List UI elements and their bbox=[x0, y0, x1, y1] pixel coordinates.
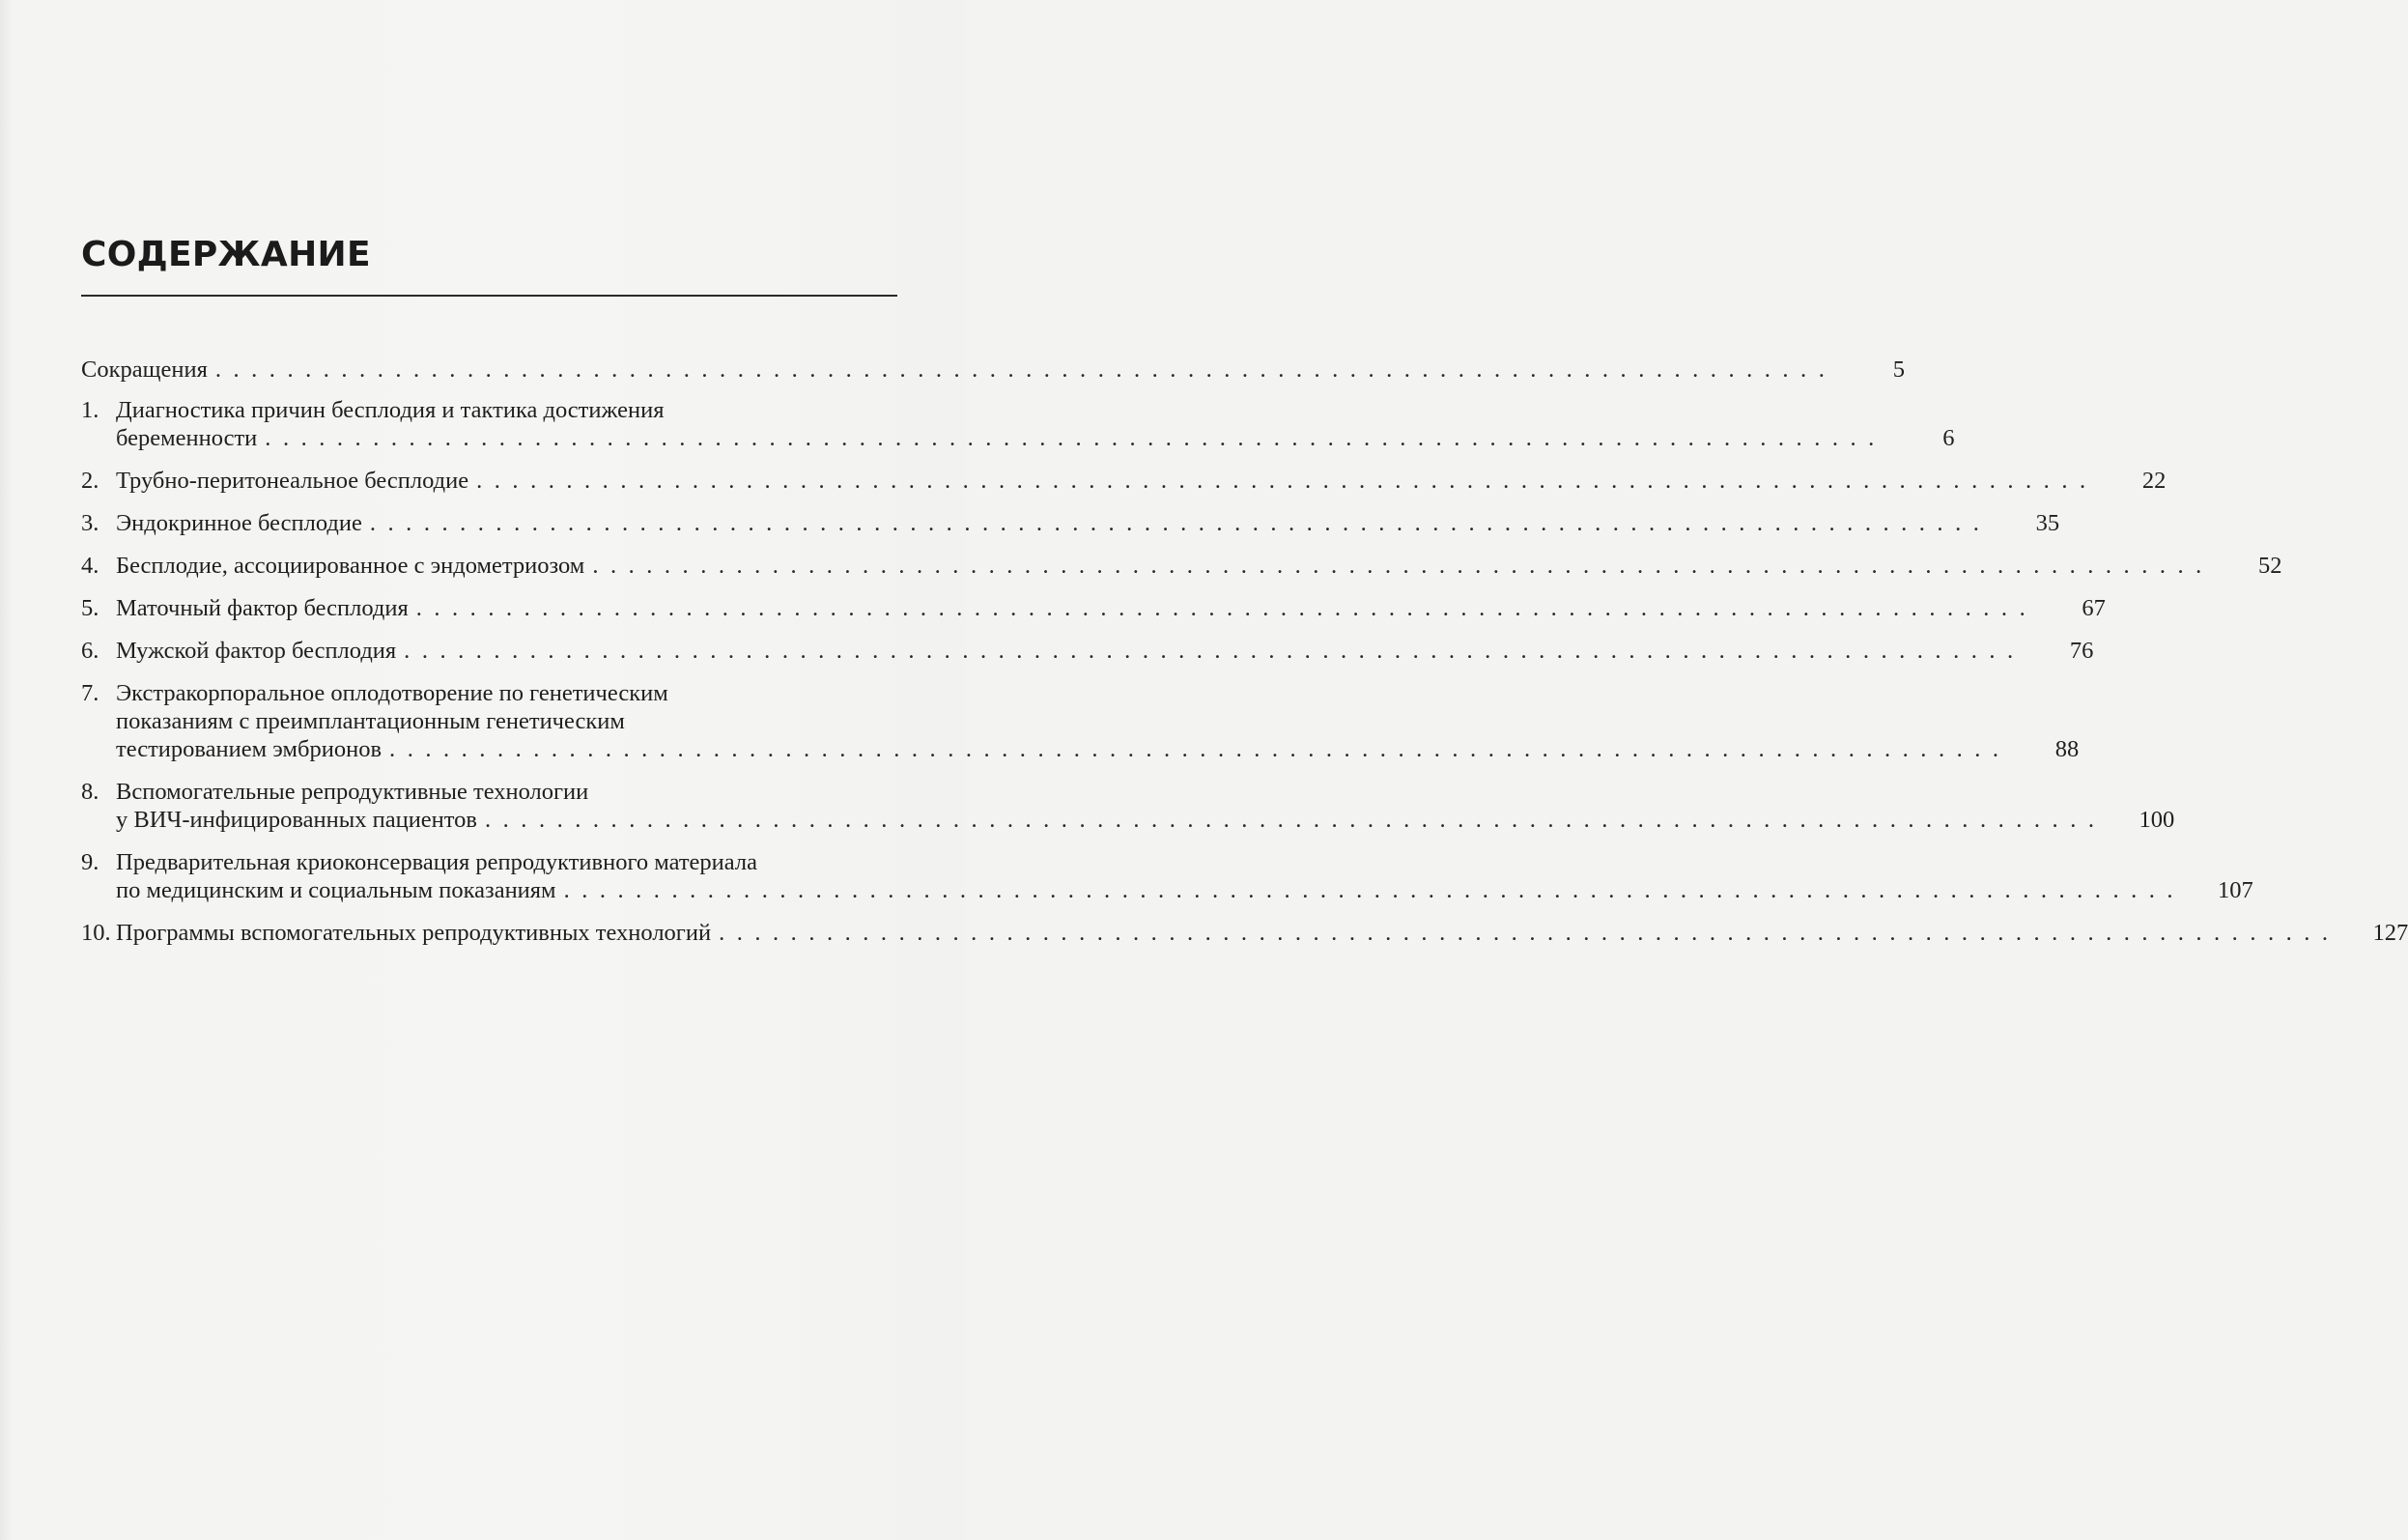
toc-entry-title-line: Бесплодие, ассоциированное с эндометриозом bbox=[116, 553, 585, 579]
toc-entry-title-line: Диагностика причин бесплодия и тактика достижения bbox=[116, 397, 665, 423]
toc-entry-title-line: Вспомогательные репродуктивные технологии bbox=[116, 779, 589, 805]
toc-entry[interactable] bbox=[81, 594, 2106, 622]
dot-leader: . . . . . . . . . . . . . . . . . . . . . . . . . . . . . . . . . . . . . . . . . . . . . . . . . . . . . . . . . . . . . . . . . . . . . . . . . . . . . . . . . . . . . . . . . . bbox=[214, 356, 1828, 383]
toc-entry[interactable] bbox=[81, 356, 1906, 384]
toc-entry-title-line: Мужской фактор бесплодия bbox=[116, 638, 397, 664]
toc-entry[interactable] bbox=[81, 509, 2060, 537]
toc-entry[interactable] bbox=[81, 467, 2167, 495]
toc-entry[interactable] bbox=[81, 848, 2253, 904]
toc-entry-number: 10. bbox=[81, 920, 111, 946]
toc-entry-title-line: Сокращения bbox=[81, 356, 208, 383]
toc-entry-number: 4. bbox=[81, 553, 99, 579]
toc-entry-number: 3. bbox=[81, 510, 99, 536]
dot-leader: . . . . . . . . . . . . . . . . . . . . . . . . . . . . . . . . . . . . . . . . . . . . . . . . . . . . . . . . . . . . . . . . . . . . . . . . . . . . . . . . . . . . . . . . . . bbox=[476, 468, 2089, 494]
toc-entry-title-line: Предварительная криоконсервация репродуктивного материала bbox=[116, 849, 757, 875]
toc-entry-number: 8. bbox=[81, 779, 99, 805]
toc-entry-title-line: беременности bbox=[116, 425, 258, 451]
toc-page-number: 52 bbox=[2258, 553, 2282, 579]
dot-leader: . . . . . . . . . . . . . . . . . . . . . . . . . . . . . . . . . . . . . . . . . . . . . . . . . . . . . . . . . . . . . . . . . . . . . . . . . . . . . . . . . . . . . . . . . . bbox=[389, 736, 2002, 762]
toc-page-number: 127 bbox=[2372, 920, 2408, 946]
toc-entry-title-line: Трубно-перитонеальное бесплодие bbox=[116, 468, 469, 494]
toc-entry-leader-line bbox=[116, 424, 1955, 452]
toc-entry[interactable] bbox=[81, 396, 1955, 452]
page-title: СОДЕРЖАНИЕ bbox=[81, 235, 371, 274]
dot-leader: . . . . . . . . . . . . . . . . . . . . . . . . . . . . . . . . . . . . . . . . . . . . . . . . . . . . . . . . . . . . . . . . . . . . . . . . . . . . . . . . . . . . . . . . . . bbox=[485, 807, 2098, 833]
toc-entry[interactable] bbox=[81, 679, 2080, 763]
toc-entry-leader-line bbox=[116, 594, 2106, 622]
dot-leader: . . . . . . . . . . . . . . . . . . . . . . . . . . . . . . . . . . . . . . . . . . . . . . . . . . . . . . . . . . . . . . . . . . . . . . . . . . . . . . . . . . . . . . . . . . bbox=[719, 920, 2332, 946]
toc-page-number: 76 bbox=[2069, 638, 2094, 664]
dot-leader: . . . . . . . . . . . . . . . . . . . . . . . . . . . . . . . . . . . . . . . . . . . . . . . . . . . . . . . . . . . . . . . . . . . . . . . . . . . . . . . . . . . . . . . . . . bbox=[265, 425, 1878, 451]
dot-leader: . . . . . . . . . . . . . . . . . . . . . . . . . . . . . . . . . . . . . . . . . . . . . . . . . . . . . . . . . . . . . . . . . . . . . . . . . . . . . . . . . . . . . . . . . . bbox=[369, 510, 1983, 536]
toc-page-number: 67 bbox=[2082, 595, 2106, 621]
table-of-contents bbox=[81, 356, 2408, 947]
toc-entry-leader-line bbox=[116, 919, 2408, 947]
toc-page-number: 5 bbox=[1892, 356, 1906, 383]
toc-entry-title-line: Эндокринное бесплодие bbox=[116, 510, 362, 536]
toc-entry-leader-line bbox=[116, 467, 2167, 495]
dot-leader: . . . . . . . . . . . . . . . . . . . . . . . . . . . . . . . . . . . . . . . . . . . . . . . . . . . . . . . . . . . . . . . . . . . . . . . . . . . . . . . . . . . . . . . . . . bbox=[404, 638, 2017, 664]
title-divider bbox=[81, 295, 897, 297]
toc-entry-number: 5. bbox=[81, 595, 99, 621]
toc-page-number: 100 bbox=[2139, 807, 2175, 833]
toc-page-number: 88 bbox=[2054, 736, 2080, 762]
toc-entry-leader-line bbox=[81, 356, 1906, 384]
toc-entry-leader-line bbox=[116, 876, 2253, 904]
toc-entry[interactable] bbox=[81, 552, 2282, 580]
toc-entry[interactable] bbox=[81, 778, 2175, 834]
toc-entry-number: 9. bbox=[81, 849, 99, 875]
toc-entry-title-line: показаниям с преимплантационным генетическим bbox=[116, 708, 625, 734]
toc-entry-leader-line bbox=[116, 735, 2080, 763]
toc-entry-leader-line bbox=[116, 509, 2060, 537]
toc-entry[interactable] bbox=[81, 637, 2094, 665]
toc-entry-title-line: тестированием эмбрионов bbox=[116, 736, 382, 762]
toc-entry-leader-line bbox=[116, 637, 2094, 665]
toc-entry-number: 1. bbox=[81, 397, 99, 423]
dot-leader: . . . . . . . . . . . . . . . . . . . . . . . . . . . . . . . . . . . . . . . . . . . . . . . . . . . . . . . . . . . . . . . . . . . . . . . . . . . . . . . . . . . . . . . . . . bbox=[415, 595, 2028, 621]
toc-entry-title-line: Программы вспомогательных репродуктивных технологий bbox=[116, 920, 712, 946]
dot-leader: . . . . . . . . . . . . . . . . . . . . . . . . . . . . . . . . . . . . . . . . . . . . . . . . . . . . . . . . . . . . . . . . . . . . . . . . . . . . . . . . . . . . . . . . . . bbox=[592, 553, 2205, 579]
toc-entry-number: 6. bbox=[81, 638, 99, 664]
toc-page-number: 107 bbox=[2218, 877, 2253, 903]
toc-entry[interactable] bbox=[81, 919, 2408, 947]
toc-entry-leader-line bbox=[116, 552, 2282, 580]
toc-entry-leader-line bbox=[116, 806, 2175, 834]
toc-page-number: 6 bbox=[1942, 425, 1955, 451]
toc-entry-title-line: Экстракорпоральное оплодотворение по генетическим bbox=[116, 680, 668, 706]
toc-entry-title-line: у ВИЧ-инфицированных пациентов bbox=[116, 807, 477, 833]
toc-page-number: 35 bbox=[2035, 510, 2060, 536]
toc-entry-number: 7. bbox=[81, 680, 99, 706]
toc-page-number: 22 bbox=[2141, 468, 2167, 494]
toc-entry-title-line: по медицинским и социальным показаниям bbox=[116, 877, 556, 903]
toc-entry-number: 2. bbox=[81, 468, 99, 494]
dot-leader: . . . . . . . . . . . . . . . . . . . . . . . . . . . . . . . . . . . . . . . . . . . . . . . . . . . . . . . . . . . . . . . . . . . . . . . . . . . . . . . . . . . . . . . . . . bbox=[563, 877, 2176, 903]
toc-entry-title-line: Маточный фактор бесплодия bbox=[116, 595, 409, 621]
